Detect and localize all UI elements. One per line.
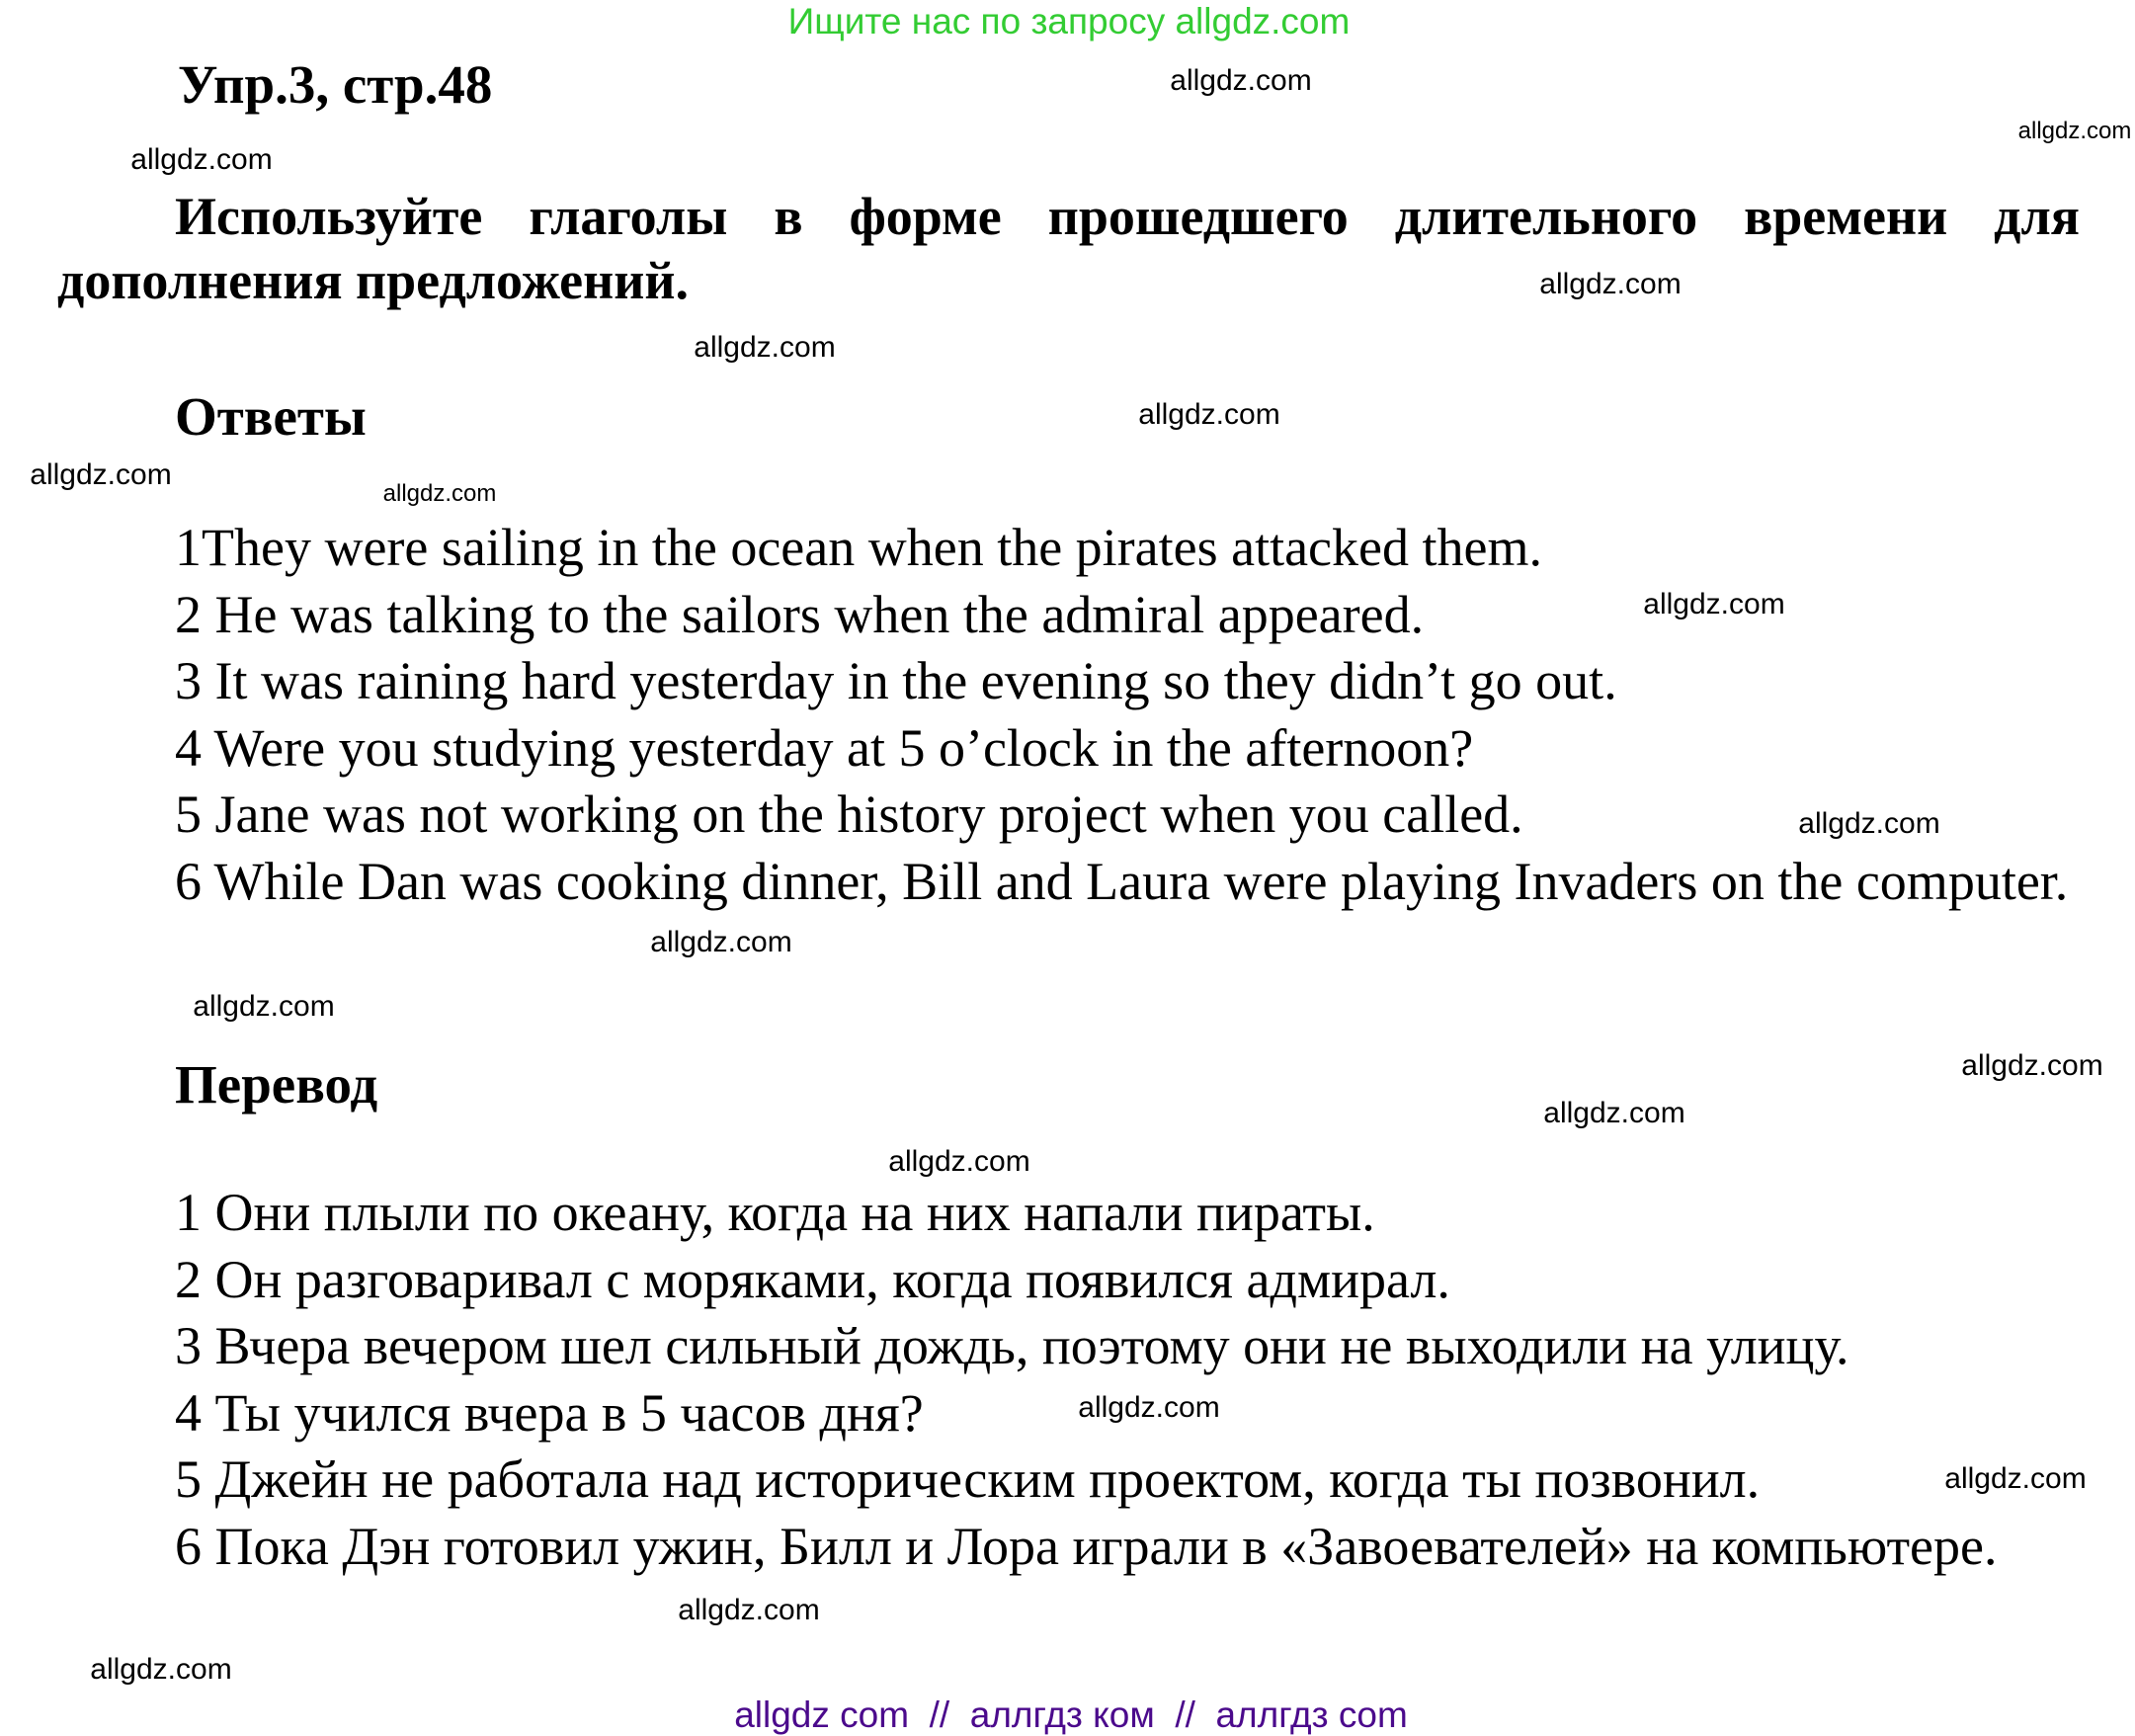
watermark: allgdz.com xyxy=(1961,1049,2103,1082)
translation-item: 6 Пока Дэн готовил ужин, Билл и Лора играли в «Завоевателей» на компьютере. xyxy=(175,1516,1998,1576)
answer-item: 6 While Dan was cooking dinner, Bill and Laura were playing Invaders on the computer. xyxy=(175,851,2069,911)
watermark: allgdz.com xyxy=(382,480,497,507)
watermark: allgdz.com xyxy=(90,1653,232,1686)
translation-heading: Перевод xyxy=(175,1054,378,1115)
answer-item: 4 Were you studying yesterday at 5 o’clock in the afternoon? xyxy=(175,717,1474,778)
answer-item: 1They were sailing in the ocean when the pirates attacked them. xyxy=(175,518,1542,577)
translation-list xyxy=(57,1180,2080,1580)
answer-item: 5 Jane was not working on the history project when you called. xyxy=(175,785,1523,844)
translation-item: 4 Ты учился вчера в 5 часов дня? xyxy=(175,1382,924,1443)
translation-item: 5 Джейн не работала над историческим проектом, когда ты позвонил. xyxy=(175,1449,1761,1509)
watermark: allgdz.com xyxy=(1543,1097,1685,1129)
promo-banner-bottom: allgdz com // аллгдз ком // аллгдз com xyxy=(734,1695,1408,1735)
answer-item: 3 It was raining hard yesterday in the evening so they didn’t go out. xyxy=(175,651,1617,710)
watermark: allgdz.com xyxy=(888,1145,1030,1178)
watermark: allgdz.com xyxy=(650,926,792,958)
watermark: allgdz.com xyxy=(694,331,836,364)
watermark: allgdz.com xyxy=(2017,118,2132,144)
watermark: allgdz.com xyxy=(1539,268,1682,300)
watermark: allgdz.com xyxy=(1798,807,1940,840)
answers-list xyxy=(57,515,2080,915)
watermark: allgdz.com xyxy=(1078,1391,1220,1424)
promo-banner-top: Ищите нас по запросу allgdz.com xyxy=(787,1,1351,41)
watermark: allgdz.com xyxy=(1170,64,1312,97)
watermark: allgdz.com xyxy=(130,143,273,176)
translation-item: 2 Он разговаривал с моряками, когда появился адмирал. xyxy=(175,1249,1450,1309)
watermark: allgdz.com xyxy=(30,458,172,491)
answer-item: 2 He was talking to the sailors when the admiral appeared. xyxy=(175,584,1425,644)
watermark: allgdz.com xyxy=(1643,588,1785,620)
translation-item: 3 Вчера вечером шел сильный дождь, поэтому они не выходили на улицу. xyxy=(175,1316,1849,1375)
answers-heading: Ответы xyxy=(175,386,367,447)
exercise-instruction: Используйте глаголы в форме прошедшего длительного времени для дополнения предложений. xyxy=(57,187,2080,310)
watermark: allgdz.com xyxy=(1944,1462,2087,1495)
watermark: allgdz.com xyxy=(678,1594,820,1626)
exercise-title: Упр.3, стр.48 xyxy=(178,54,493,115)
watermark: allgdz.com xyxy=(193,990,335,1023)
watermark: allgdz.com xyxy=(1138,398,1280,431)
translation-item: 1 Они плыли по океану, когда на них напали пираты. xyxy=(175,1183,1375,1242)
